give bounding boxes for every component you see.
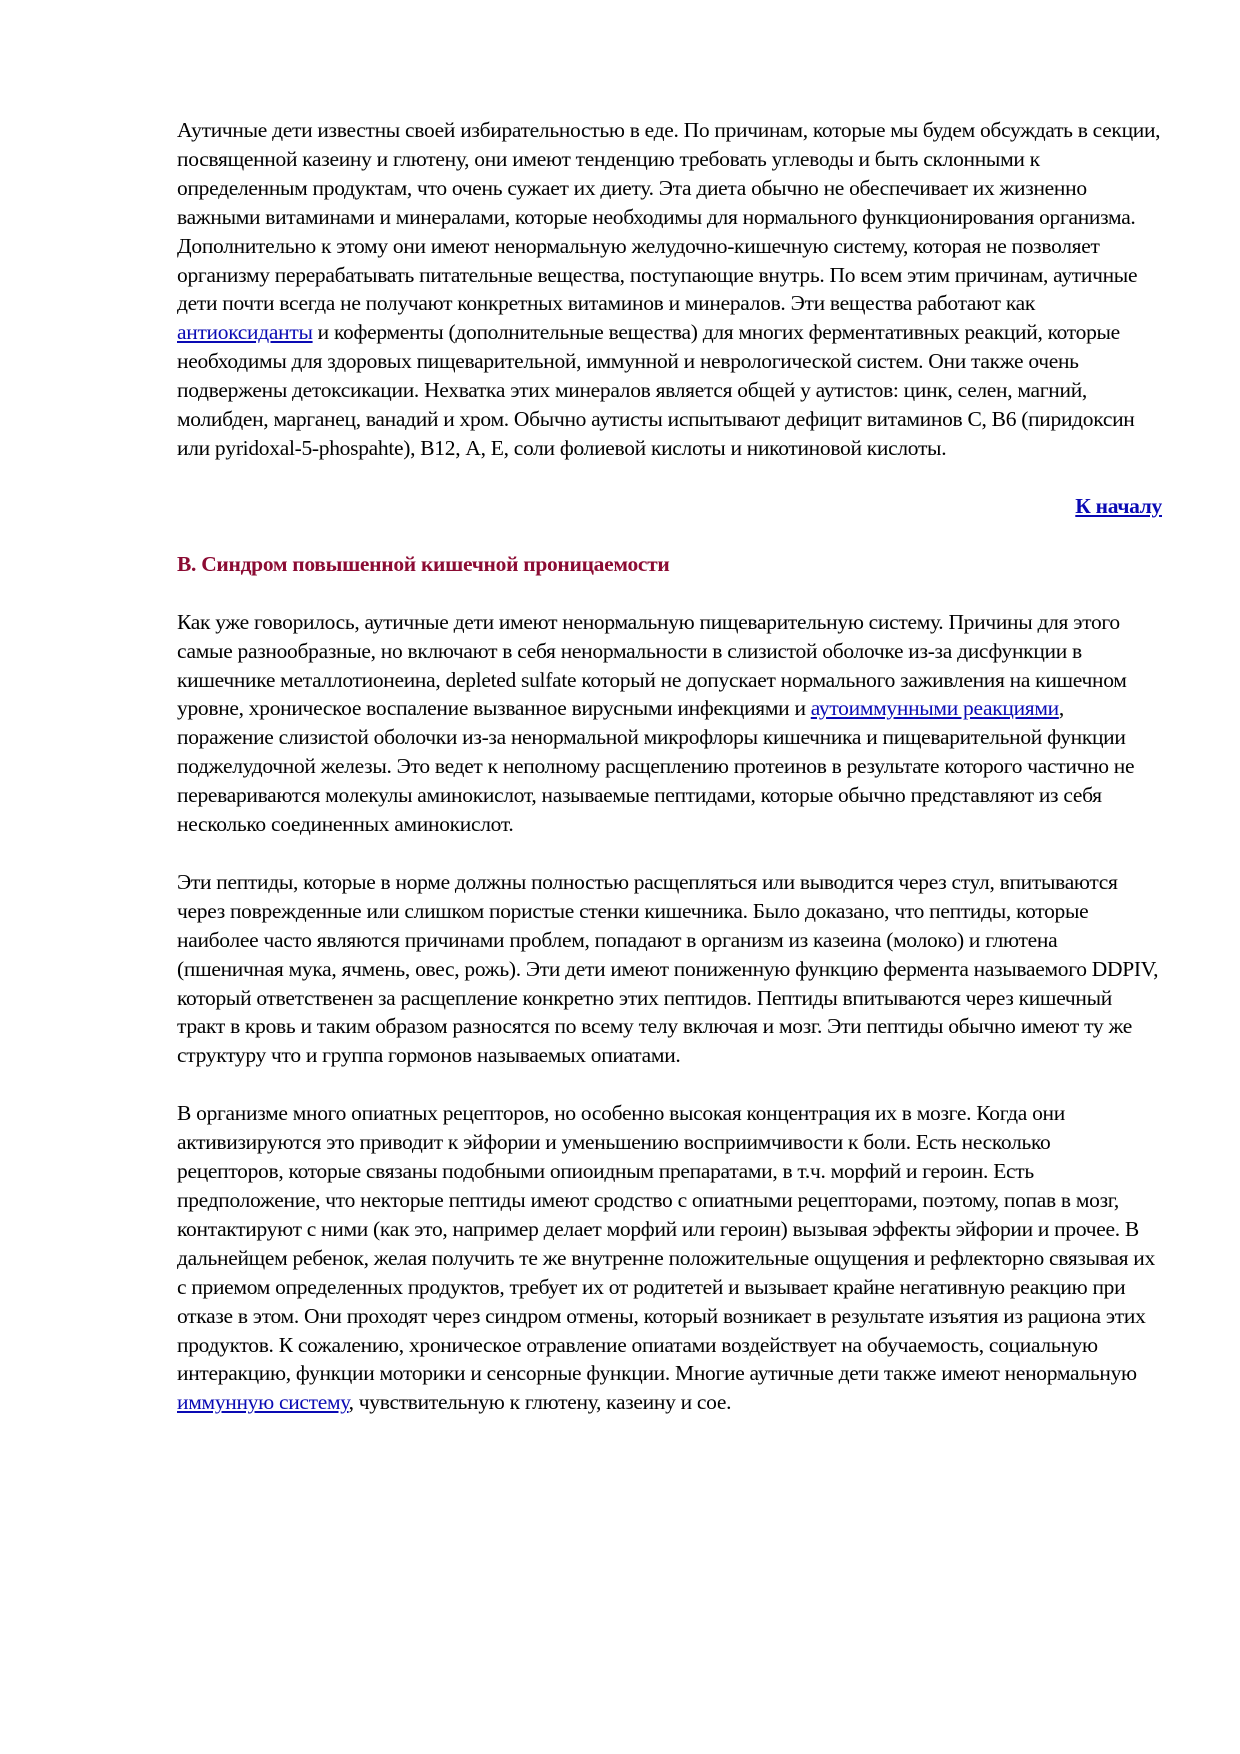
paragraph-1: Как уже говорилось, аутичные дети имеют ненормальную пищеварительную систему. Причины для этого самые разнообразные, но включают в себя ненормальности в слизистой оболочке из-за дисфункции в кишечнике металлотионеина, depleted sulfate который не допускает нормального заживления на кишечном уровне, хроническое воспаление вызванное вирусными инфекциями и аутоиммунными реакциями, поражение слизистой оболочки из-за ненормальной микрофлоры кишечника и пищеварительной функции поджелудочной железы. Это ведет к неполному расщеплению протеинов в результате которого частично не перевариваются молекулы аминокислот, называемые пептидами, которые обычно представляют из себя несколько соединенных аминокислот. xyxy=(177,609,1135,837)
immune-system-link[interactable]: иммунную систему xyxy=(177,1390,349,1415)
paragraph-2: Эти пептиды, которые в норме должны полностью расщепляться или выводится через стул, впитываются через поврежденные или слишком пористые стенки кишечника. Было доказано, что пептиды, которые наиболее часто являются причинами проблем, попадают в организм из казеина (молоко) и глютена (пшеничная мука, ячмень, овес, рожь). Эти дети имеют пониженную функцию фермента называемого DDPIV, который ответственен за расщепление конкретно этих пептидов. Пептиды впитываются через кишечный тракт в кровь и таким образом разносятся по всему телу включая и мозг. Эти пептиды обычно имеют ту же структуру что и группа гормонов называемых опиатами. xyxy=(177,869,1159,1068)
paragraph-3: В организме много опиатных рецепторов, но особенно высокая концентрация их в мозге. Когда они активизируются это приводит к эйфории и уменьшению восприимчивости к боли. Есть несколько рецепторов, которые связаны подобными опиоидным препаратами, в т.ч. морфий и героин. Есть предположение, что некторые пептиды имеют сродство с опиатными рецепторами, поэтому, попав в мозг, контактируют с ними (как это, например делает морфий или героин) вызывая эффекты эйфории и прочее. В дальнейщем ребенок, желая получить те же внутренне положительные ощущения и рефлекторно связывая их с приемом определенных продуктов, требует их от родитетей и вызывает крайне негативную реакцию при отказе в этом. Они проходят через синдром отмены, который возникает в результате изъятия из рациона этих продуктов. К сожалению, хроническое отравление опиатами воздействует на обучаемость, социальную интеракцию, функции моторики и сенсорные функции. Многие аутичные дети также имеют ненормальную иммунную систему, чувствительную к глютену, казеину и сое. xyxy=(177,1101,1155,1415)
document-page xyxy=(177,116,1162,1417)
back-to-top-container xyxy=(177,492,1162,521)
antioxidants-link[interactable]: антиоксиданты xyxy=(177,320,313,345)
back-to-top-link[interactable]: К началу xyxy=(1075,493,1162,518)
autoimmune-reactions-link[interactable]: аутоиммунными реакциями xyxy=(810,696,1059,721)
section-heading: B. Синдром повышенной кишечной проницаемости xyxy=(177,551,670,576)
intro-paragraph: Аутичные дети известны своей избирательностью в еде. По причинам, которые мы будем обсуждать в секции, посвященной казеину и глютену, они имеют тенденцию требовать углеводы и быть склонными к определенным продуктам, что очень сужает их диету. Эта диета обычно не обеспечивает их жизненно важными витаминами и минералами, которые необходимы для нормального функционирования организма. Дополнительно к этому они имеют ненормальную желудочно-кишечную систему, которая не позволяет организму перерабатывать питательные вещества, поступающие внутрь. По всем этим причинам, аутичные дети почти всегда не получают конкретных витаминов и минералов. Эти вещества работают как антиоксиданты и коферменты (дополнительные вещества) для многих ферментативных реакций, которые необходимы для здоровых пищеварительной, иммунной и неврологической систем. Они также очень подвержены детоксикации. Нехватка этих минералов является общей у аутистов: цинк, селен, магний, молибден, марганец, ванадий и хром. Обычно аутисты испытывают дефицит витаминов С, В6 (пиридоксин или pyridoxal-5-phospahte), В12, А, Е, соли фолиевой кислоты и никотиновой кислоты. xyxy=(177,118,1161,460)
